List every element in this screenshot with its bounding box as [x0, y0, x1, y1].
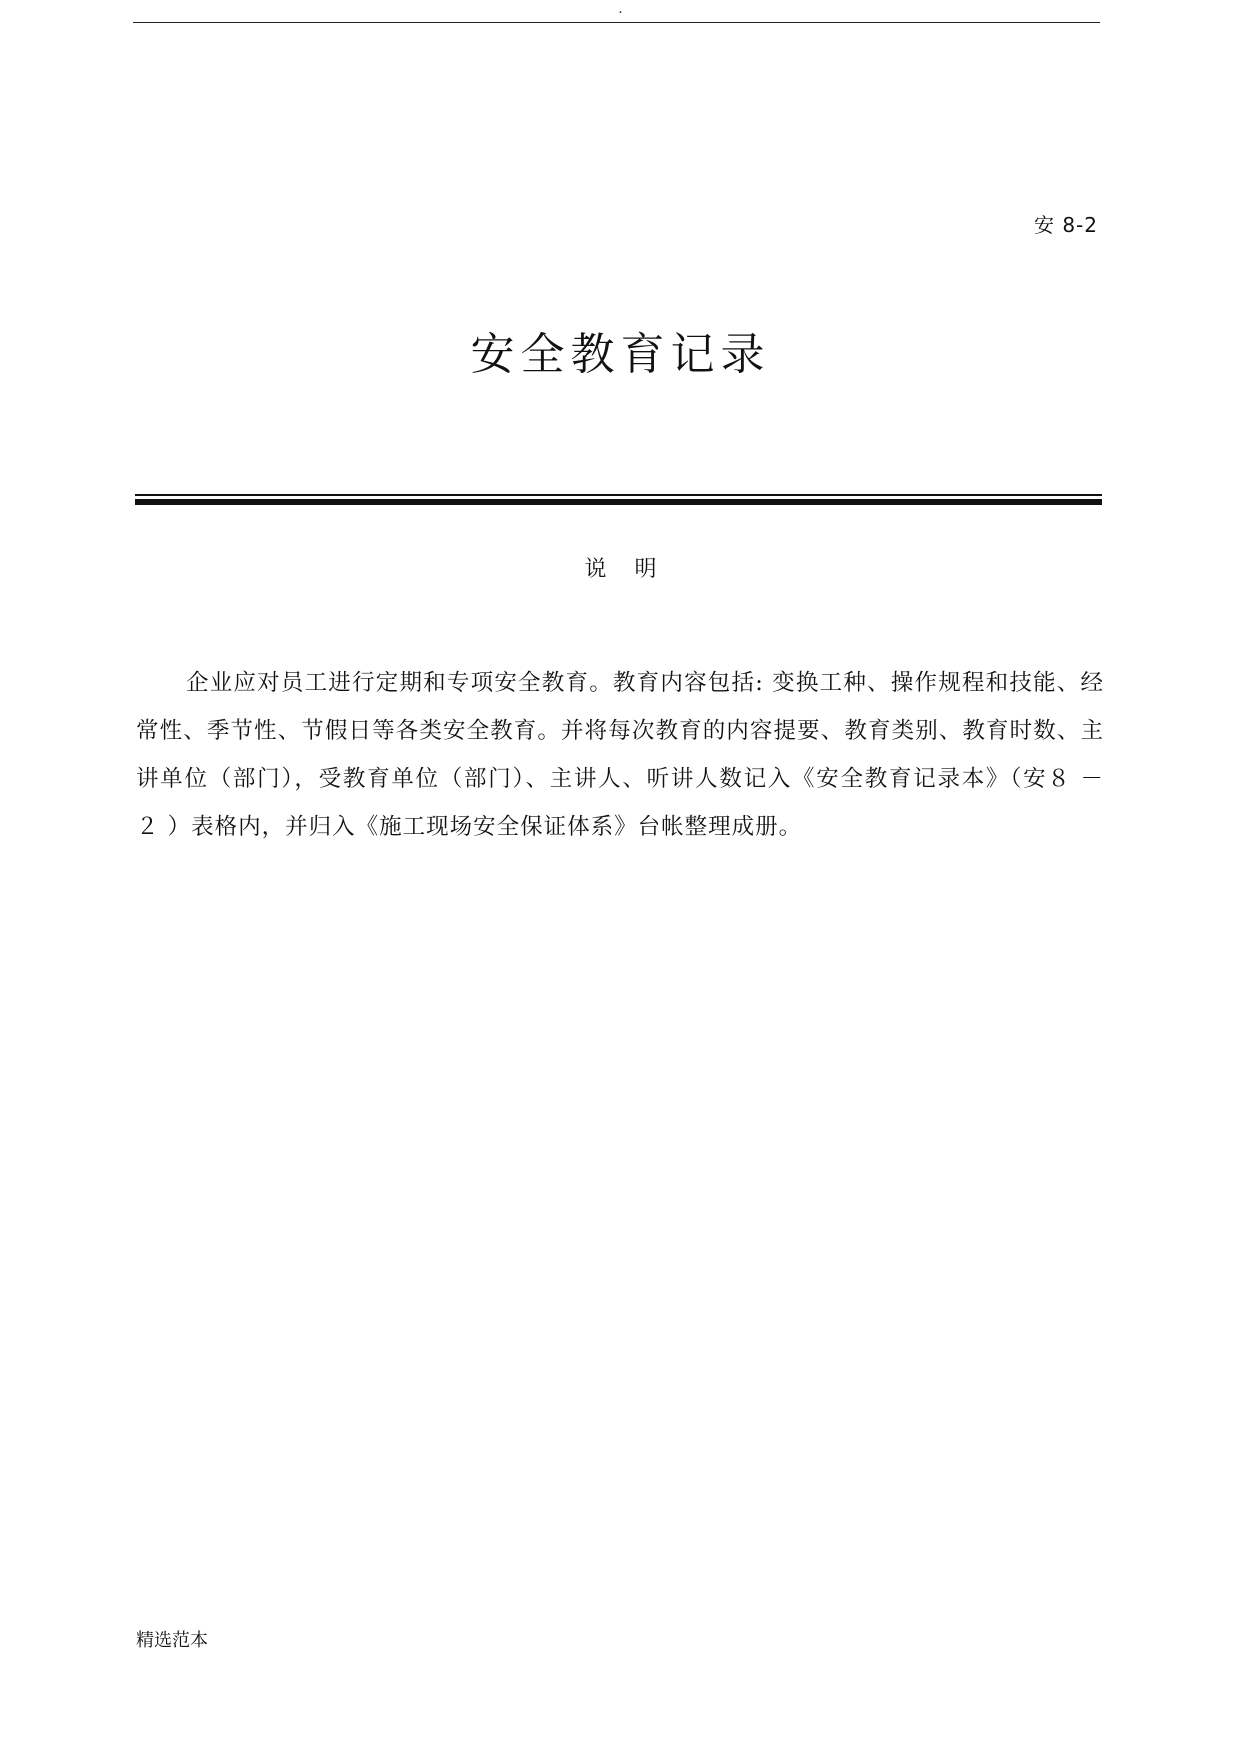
page-title: 安全教育记录	[470, 329, 771, 380]
section-heading: 说明	[584, 557, 685, 582]
footer-label: 精选范本	[136, 1630, 208, 1651]
header-marker: .	[618, 1, 623, 17]
instruction-paragraph: 企业应对员工进行定期和专项安全教育。教育内容包括: 变换工种、操作规程和技能、经常性、季节性、节假日等各类安全教育。并将每次教育的内容提要、教育类别、教育时数、主讲单位（部门），受教育单位（部门）、主讲人、听讲人数记入《安全教育记录本》（安８ － ２ ）表格内，并归入《施工现场安全保证体系》台帐整理成册。	[136, 669, 1105, 840]
title-divider-thin	[135, 494, 1102, 496]
form-code: 安 8-2	[1033, 213, 1098, 237]
title-divider-thick	[135, 499, 1102, 505]
header-rule	[133, 22, 1100, 23]
